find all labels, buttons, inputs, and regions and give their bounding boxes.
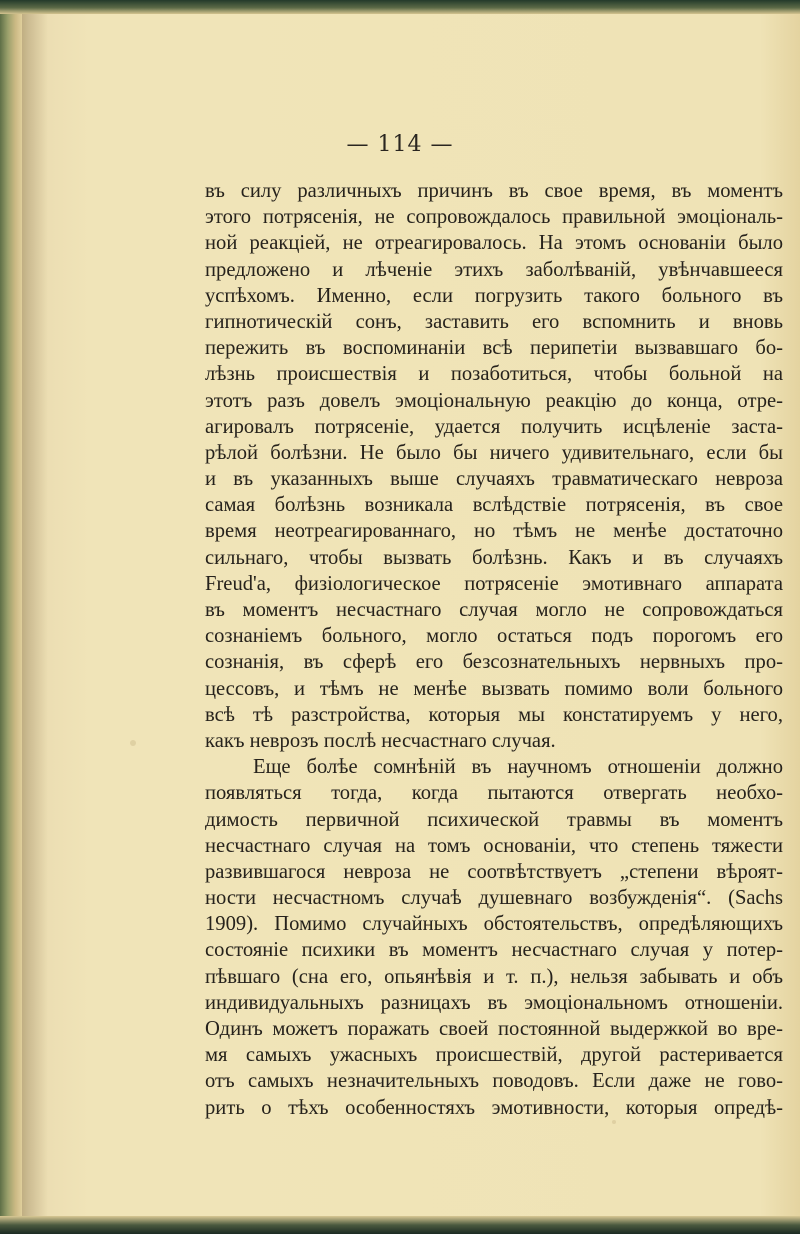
text-line: въ силу различныхъ причинъ въ свое время, въ моментъ — [205, 180, 783, 202]
paper-spot — [130, 740, 136, 746]
text-line: димость первичной психической травмы въ моментъ — [205, 808, 783, 831]
text-line: развившагося невроза не соотвѣтствуетъ „степени вѣроят- — [205, 860, 783, 883]
text-line: этотъ разъ довелъ эмоціональную реакцію до конца, отре- — [205, 389, 783, 412]
text-line: предложено и лѣченіе этихъ заболѣваній, увѣнчавшееся — [205, 258, 783, 281]
text-line: пережить въ воспоминаніи всѣ перипетіи вызвавшаго бо- — [205, 337, 783, 360]
text-line: сильнаго, чтобы вызвать болѣзнь. Какъ и въ случаяхъ — [205, 546, 783, 569]
text-line: всѣ тѣ разстройства, которыя мы констатируемъ у него, — [205, 703, 783, 726]
text-line: Еще болѣе сомнѣній въ научномъ отношеніи должно — [253, 756, 783, 779]
text-line: самая болѣзнь возникала вслѣдствіе потрясенія, въ свое — [205, 494, 783, 517]
text-line: агировалъ потрясеніе, удается получить исцѣленіе заста- — [205, 415, 783, 438]
text-line: этого потрясенія, не сопровождалось правильной эмоціональ- — [205, 206, 783, 229]
text-line: лѣзнь происшествія и позаботиться, чтобы больной на — [205, 363, 783, 386]
text-line: 1909). Помимо случайныхъ обстоятельствъ, опредѣляющихъ — [205, 913, 783, 936]
text-line: состояніе психики въ моментъ несчастнаго случая у потер- — [205, 939, 783, 962]
body-text — [205, 178, 783, 1121]
text-line: ности несчастномъ случаѣ душевнаго возбужденія“. (Sachs — [205, 887, 783, 910]
bottom-page-edge — [0, 1216, 800, 1234]
text-line: пѣвшаго (сна его, опьянѣвія и т. п.), нельзя забывать и объ — [205, 965, 783, 988]
text-line: ной реакціей, не отреагировалось. На этомъ основаніи было — [205, 232, 783, 255]
gutter-shadow — [22, 0, 48, 1234]
text-line: Одинъ можетъ поражать своей постоянной выдержкой во вре- — [205, 1018, 783, 1040]
text-line: и въ указанныхъ выше случаяхъ травматическаго невроза — [205, 468, 783, 491]
text-line: индивидуальныхъ разницахъ въ эмоціональномъ отношеніи. — [205, 991, 783, 1014]
text-line: рѣлой болѣзни. Не было бы ничего удивительнаго, если бы — [205, 441, 783, 464]
text-line: цессовъ, и тѣмъ не менѣе вызвать помимо воли больного — [205, 677, 783, 700]
book-binding — [0, 0, 22, 1234]
text-line: несчастнаго случая на томъ основаніи, что степень тяжести — [205, 834, 783, 857]
text-line: сознаніемъ больного, могло остаться подъ порогомъ его — [205, 625, 783, 648]
text-line: какъ неврозъ послѣ несчастнаго случая. — [205, 729, 556, 752]
text-line: успѣхомъ. Именно, если погрузить такого больного въ — [205, 284, 783, 307]
text-line: отъ самыхъ незначительныхъ поводовъ. Если даже не гово- — [205, 1070, 783, 1093]
page-number: — 114 — — [346, 132, 454, 157]
text-line: въ моментъ несчастнаго случая могло не сопровождаться — [205, 599, 783, 621]
text-line: Freud'а, физіологическое потрясеніе эмотивнаго аппарата — [205, 572, 783, 595]
text-line: мя самыхъ ужасныхъ происшествій, другой растеривается — [205, 1044, 783, 1067]
text-line: время неотреагированнаго, но тѣмъ не менѣе достаточно — [205, 520, 783, 543]
text-line: рить о тѣхъ особенностяхъ эмотивности, которыя опредѣ- — [205, 1096, 783, 1119]
text-line: гипнотическій сонъ, заставить его вспомнить и вновь — [205, 310, 783, 333]
text-line: сознанія, въ сферѣ его безсознательныхъ нервныхъ про- — [205, 651, 783, 674]
top-page-edge — [0, 0, 800, 14]
text-line: появляться тогда, когда пытаются отвергать необхо- — [205, 782, 783, 805]
